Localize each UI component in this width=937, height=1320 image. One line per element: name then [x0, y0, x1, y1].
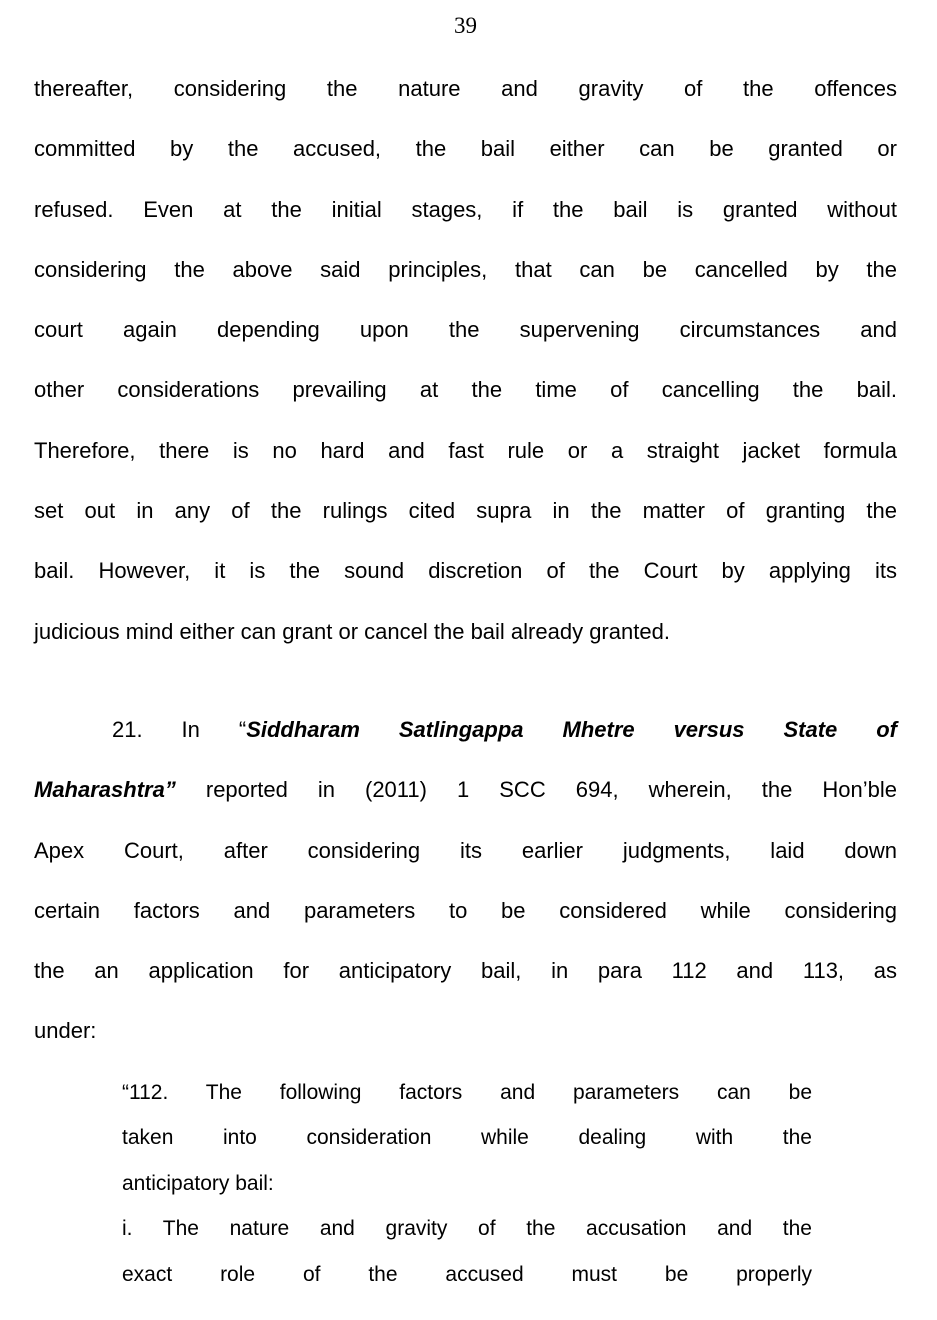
text-run: considering the above said principles, that can be cancelled by the [34, 256, 897, 282]
text-line [34, 941, 897, 1001]
text-run: the an application for anticipatory bail, in para 112 and 113, as [34, 958, 897, 984]
text-run: bail. However, it is the sound discretion of the Court by applying its [34, 558, 897, 584]
text-run: 21. In “ [112, 716, 247, 742]
text-line [122, 1252, 812, 1298]
text-line [34, 180, 897, 240]
text-line [34, 541, 897, 601]
text-line [34, 240, 897, 300]
case-citation-bold-italic: Siddharam Satlingappa Mhetre versus State of [246, 716, 897, 742]
text-run: reported in (2011) 1 SCC 694, wherein, the Hon’ble [175, 777, 897, 803]
text-run: exact role of the accused must be properly [122, 1262, 812, 1286]
text-line [122, 1161, 812, 1207]
text-line [34, 602, 897, 662]
text-line [34, 881, 897, 941]
text-line [34, 700, 897, 760]
text-run: judicious mind either can grant or cancel the bail already granted. [34, 618, 670, 644]
text-line [34, 1001, 897, 1061]
text-line [34, 300, 897, 360]
text-line [122, 1070, 812, 1116]
text-line [34, 360, 897, 420]
text-line [34, 481, 897, 541]
text-run: under: [34, 1018, 97, 1044]
text-run: taken into consideration while dealing with the [122, 1126, 812, 1150]
paragraph-21-mhetre-citation [34, 700, 897, 1062]
text-line [34, 119, 897, 179]
page-body-text [34, 59, 897, 1297]
text-line [34, 760, 897, 820]
text-run: anticipatory bail: [122, 1171, 274, 1195]
text-run: thereafter, considering the nature and gravity of the offences [34, 76, 897, 101]
text-run: set out in any of the rulings cited supra in the matter of granting the [34, 498, 897, 524]
text-run: i. The nature and gravity of the accusation and the [122, 1217, 812, 1241]
text-line [34, 421, 897, 481]
text-run: committed by the accused, the bail either can be granted or [34, 136, 897, 162]
text-run: certain factors and parameters to be considered while considering [34, 897, 897, 923]
text-run: “112. The following factors and parameters can be [122, 1080, 812, 1104]
text-line [34, 59, 897, 119]
blockquote-para-112-factors [122, 1070, 812, 1298]
text-run: Apex Court, after considering its earlier judgments, laid down [34, 837, 897, 863]
paragraph-bail-discretion [34, 59, 897, 662]
text-run: Therefore, there is no hard and fast rule or a straight jacket formula [34, 437, 897, 463]
text-line [122, 1206, 812, 1252]
text-run: refused. Even at the initial stages, if the bail is granted without [34, 196, 897, 222]
case-citation-bold-italic: Maharashtra” [34, 777, 176, 803]
page-number: 39 [454, 13, 477, 38]
text-run: court again depending upon the supervening circumstances and [34, 317, 897, 343]
text-line [34, 821, 897, 881]
text-run: other considerations prevailing at the time of cancelling the bail. [34, 377, 897, 403]
text-line [122, 1115, 812, 1161]
